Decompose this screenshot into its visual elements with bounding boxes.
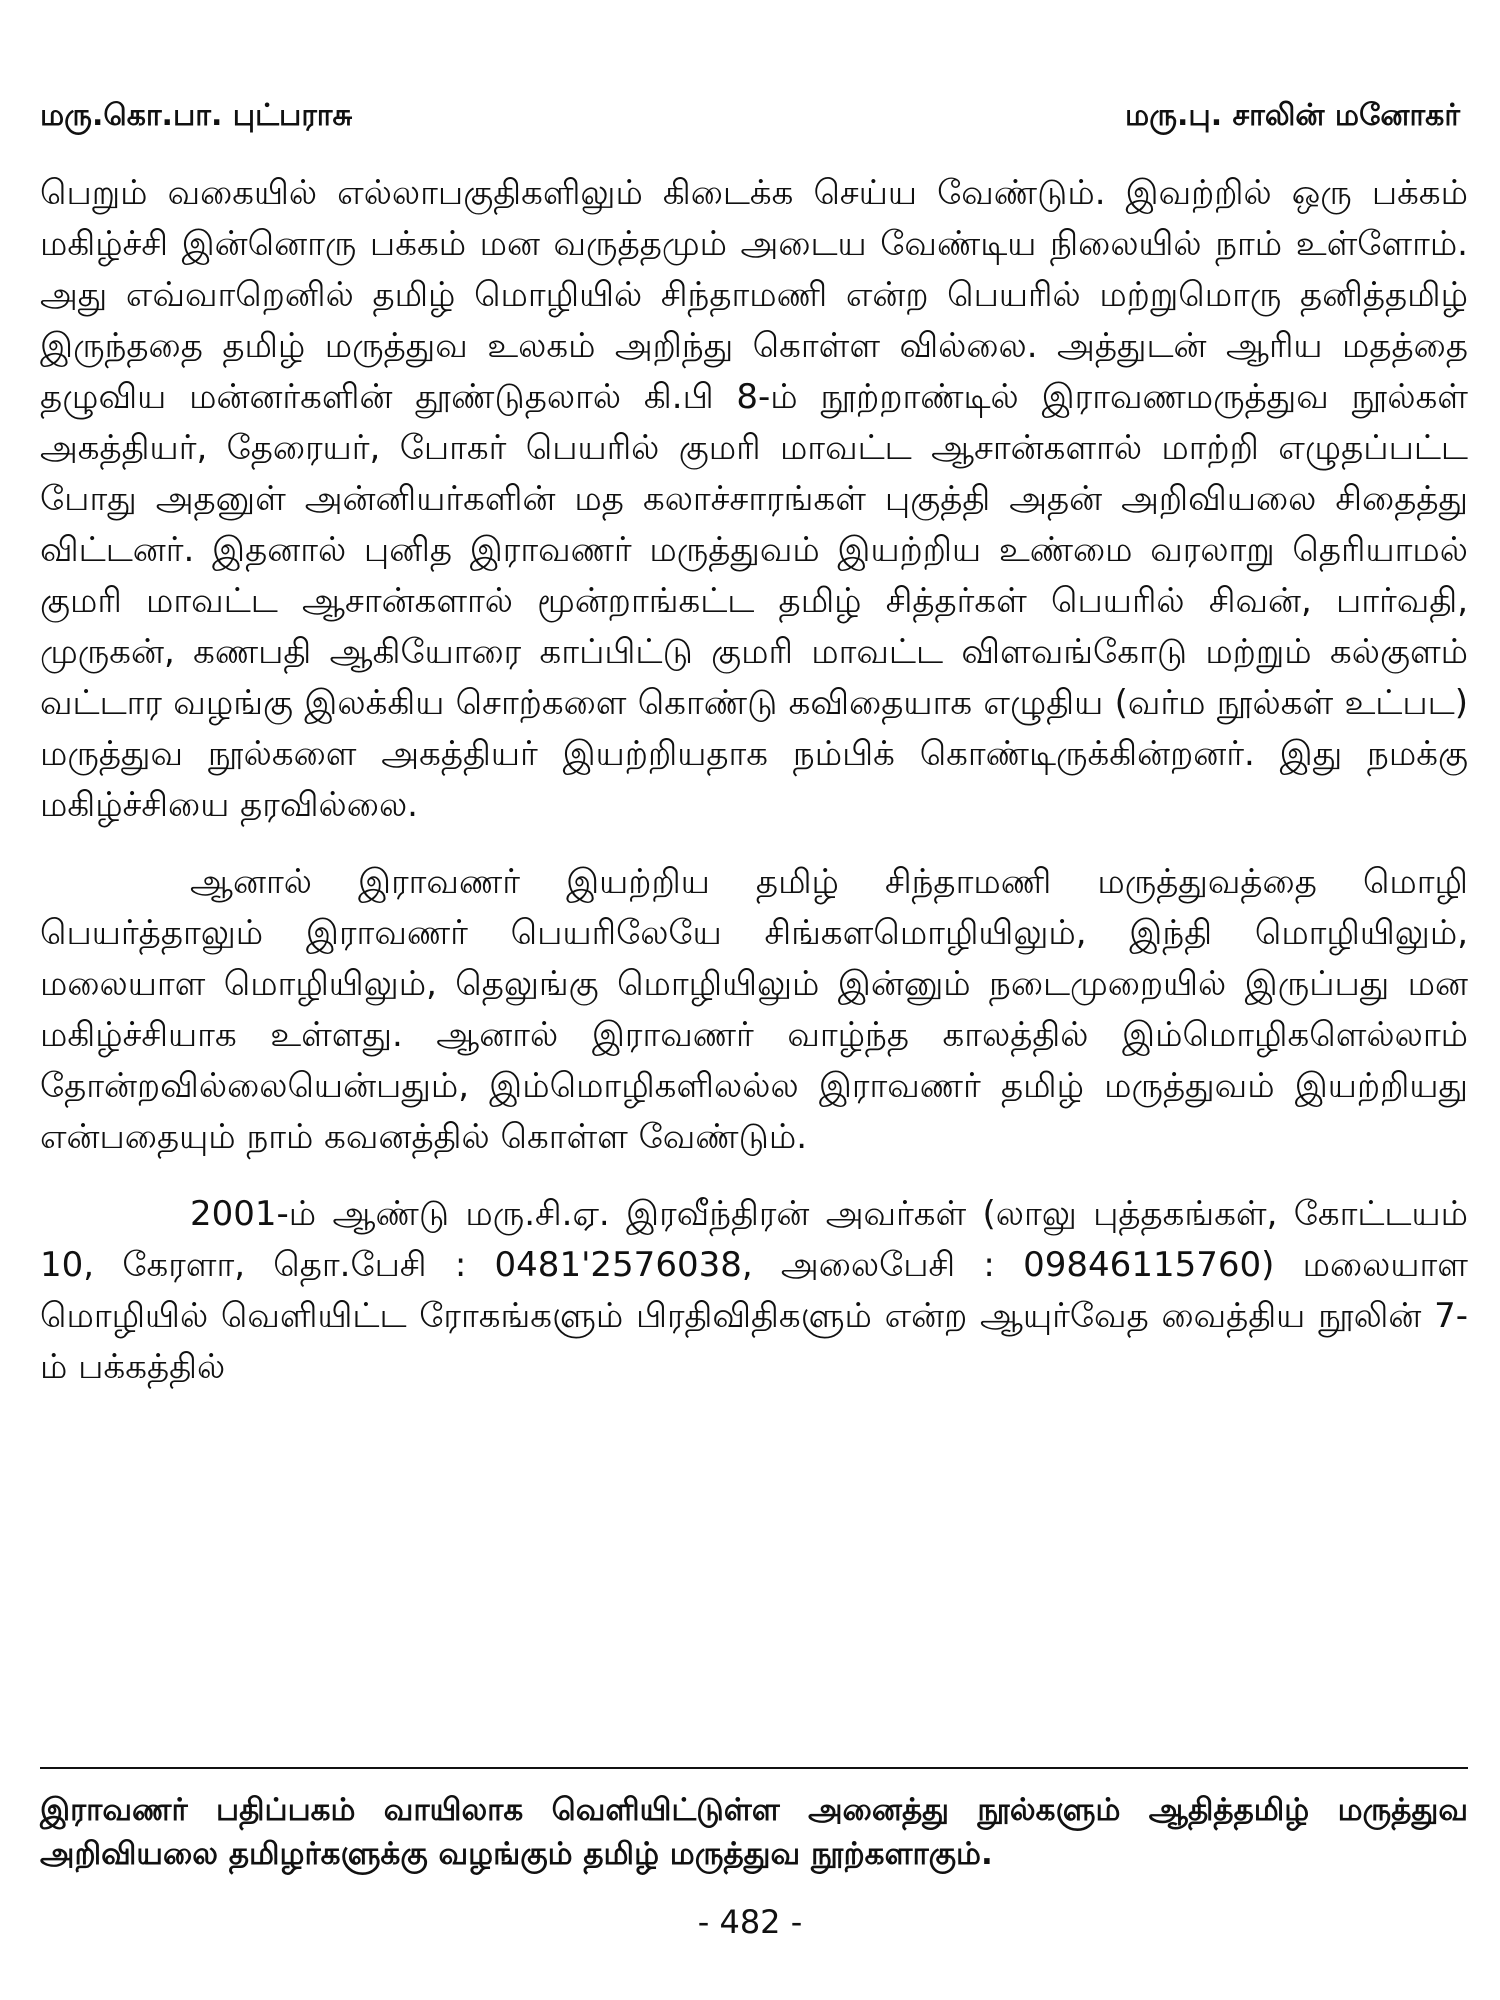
paragraph-1: பெறும் வகையில் எல்லாபகுதிகளிலும் கிடைக்க செய்ய வேண்டும். இவற்றில் ஒரு பக்கம் மகிழ்ச்சி இன்னொரு பக்கம் மன வருத்தமும் அடைய வேண்டிய நிலையில் நாம் உள்ளோம். அது எவ்வாறெனில் தமிழ் மொழியில் சிந்தாமணி என்ற பெயரில் மற்றுமொரு தனித்தமிழ் இருந்ததை தமிழ் மருத்துவ உலகம் அறிந்து கொள்ள வில்லை. அத்துடன் ஆரிய மதத்தை தழுவிய மன்னர்களின் தூண்டுதலால் கி.பி 8-ம் நூற்றாண்டில் இராவணமருத்துவ நூல்கள் அகத்தியர், தேரையர், போகர் பெயரில் குமரி மாவட்ட ஆசான்களால் மாற்றி எழுதப்பட்ட போது அதனுள் அன்னியர்களின் மத கலாச்சாரங்கள் புகுத்தி அதன் அறிவியலை சிதைத்து விட்டனர். இதனால் புனித இராவணர் மருத்துவம் இயற்றிய உண்மை வரலாறு தெரியாமல் குமரி மாவட்ட ஆசான்களால் மூன்றாங்கட்ட தமிழ் சித்தர்கள் பெயரில் சிவன், பார்வதி, முருகன், கணபதி ஆகியோரை காப்பிட்டு குமரி மாவட்ட விளவங்கோடு மற்றும் கல்குளம் வட்டார வழங்கு இலக்கிய சொற்களை கொண்டு கவிதையாக எழுதிய (வர்ம நூல்கள் உட்பட) மருத்துவ நூல்களை அகத்தியர் இயற்றியதாக நம்பிக் கொண்டிருக்கின்றனர். இது நமக்கு மகிழ்ச்சியை தரவில்லை.	[40, 173, 1468, 825]
header-left-author: மரு.கொ.பா. புட்பராசு	[40, 98, 353, 133]
footnote: இராவணர் பதிப்பகம் வாயிலாக வெளியிட்டுள்ள அனைத்து நூல்களும் ஆதித்தமிழ் மருத்துவ அறிவியலை தமிழர்களுக்கு வழங்கும் தமிழ் மருத்துவ நூற்களாகும்.	[40, 1792, 1468, 1872]
running-header	[40, 96, 1460, 136]
paragraph-3: 2001-ம் ஆண்டு மரு.சி.ஏ. இரவீந்திரன் அவர்கள் (லாலு புத்தகங்கள், கோட்டயம் 10, கேரளா, தொ.பேசி : 0481'2576038, அலைபேசி : 09846115760) மலையாள மொழியில் வெளியிட்ட ரோகங்களும் பிரதிவிதிகளும் என்ற ஆயுர்வேத வைத்திய நூலின் 7-ம் பக்கத்தில்	[40, 1194, 1468, 1387]
body-text	[40, 168, 1468, 1393]
header-right-author: மரு.பு. சாலின் மனோகர்	[1125, 98, 1460, 133]
paragraph-2: ஆனால் இராவணர் இயற்றிய தமிழ் சிந்தாமணி மருத்துவத்தை மொழி பெயர்த்தாலும் இராவணர் பெயரிலேயே சிங்களமொழியிலும், இந்தி மொழியிலும், மலையாள மொழியிலும், தெலுங்கு மொழியிலும் இன்னும் நடைமுறையில் இருப்பது மன மகிழ்ச்சியாக உள்ளது. ஆனால் இராவணர் வாழ்ந்த காலத்தில் இம்மொழிகளெல்லாம் தோன்றவில்லையென்பதும், இம்மொழிகளிலல்ல இராவணர் தமிழ் மருத்துவம் இயற்றியது என்பதையும் நாம் கவனத்தில் கொள்ள வேண்டும்.	[40, 862, 1468, 1157]
page-number: - 482 -	[697, 1903, 803, 1941]
footnote-divider	[40, 1767, 1468, 1769]
